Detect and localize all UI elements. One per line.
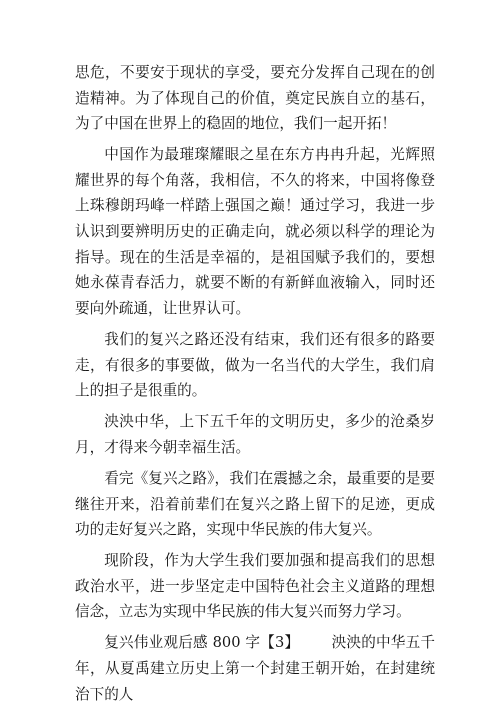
paragraph-1: 思危，不要安于现状的享受，要充分发挥自己现在的创造精神。为了体现自己的价值，奠定民族自立的基石，为了中国在世界上的稳固的地位，我们一起开拓！ — [75, 64, 435, 133]
paragraph-3: 我们的复兴之路还没有结束，我们还有很多的路要走，有很多的事要做，做为一名当代的大学生，我们肩上的担子是很重的。 — [75, 330, 435, 400]
paragraph-6: 现阶段，作为大学生我们要加强和提高我们的思想政治水平，进一步坚定走中国特色社会主义道路的理想信念，立志为实现中华民族的伟大复兴而努力学习。 — [75, 552, 435, 621]
paragraph-5: 看完《复兴之路》，我们在震撼之余，最重要的是要继往开来，沿着前辈们在复兴之路上留下的足迹，更成功的走好复兴之路，实现中华民族的伟大复兴。 — [75, 469, 435, 539]
paragraph-7 — [75, 630, 435, 707]
paragraph-7-text: 泱泱的中华五千年，从夏禹建立历史上第一个封建王朝开始，在封建统治下的人 — [75, 634, 435, 703]
paragraph-4: 泱泱中华，上下五千年的文明历史，多少的沧桑岁月，才得来今朝幸福生活。 — [75, 413, 435, 456]
body-text — [75, 60, 435, 713]
paragraph-2: 中国作为最璀璨耀眼之星在东方冉冉升起，光辉照耀世界的每个角落，我相信，不久的将来，中国将像登上珠穆朗玛峰一样踏上强国之巅！通过学习，我进一步认识到要辨明历史的正确走向，就必须以科学的理论为指导。现在的生活是幸福的，是祖国赋予我们的，要想她永葆青春活力，就要不断的有新鲜血液输入，同时还要向外疏通，让世界认可。 — [75, 146, 435, 317]
section-heading: 复兴伟业观后感 800 字【3】 — [104, 634, 300, 652]
